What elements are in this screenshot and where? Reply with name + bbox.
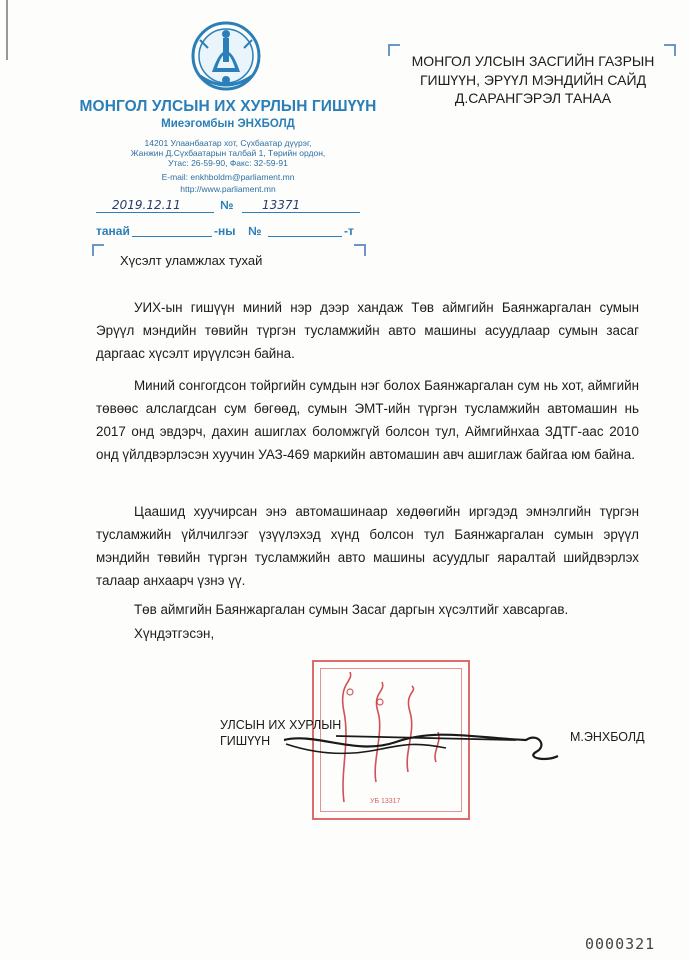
- letter-subject: Хүсэлт уламжлах тухай: [120, 253, 263, 268]
- letterhead-address-1: 14201 Улаанбаатар хот, Сүхбаатар дүүрэг,: [144, 138, 312, 148]
- your-number-sign: №: [248, 224, 262, 238]
- subject-corner-tr: [354, 244, 366, 256]
- stamp-number: УБ 13317: [370, 798, 401, 805]
- your-ref-label: танай: [96, 224, 130, 238]
- signature-label-2: ГИШҮҮН: [220, 734, 271, 748]
- page-number: 0000321: [585, 935, 656, 953]
- date-value: 2019.12.11: [112, 198, 181, 212]
- subject-corner-tl: [92, 244, 104, 256]
- your-ref-suffix-ny: -ны: [214, 224, 236, 238]
- letterhead-website: http://www.parliament.mn: [180, 184, 276, 194]
- letterhead-email: E-mail: enkhboldm@parliament.mn: [161, 172, 295, 182]
- recipient-line-2: ГИШҮҮН, ЭРҮҮЛ МЭНДИЙН САЙД: [419, 71, 647, 88]
- state-emblem-icon: [190, 18, 262, 92]
- signature-icon: [276, 712, 566, 782]
- recipient-line-1: МОНГОЛ УЛСЫН ЗАСГИЙН ГАЗРЫН: [411, 53, 655, 69]
- signature-label-1: УЛСЫН ИХ ХУРЛЫН: [220, 718, 342, 732]
- your-number-line: [268, 222, 342, 237]
- body-paragraph-4: Төв аймгийн Баянжаргалан сумын Засаг даргын хүсэлтийг хавсаргав.: [134, 602, 569, 617]
- number-value: 13371: [262, 198, 301, 212]
- number-sign: №: [220, 198, 234, 212]
- letterhead-member-name: Миеэгомбын ЭНХБОЛД: [161, 118, 295, 130]
- your-ref-suffix-t: -т: [344, 224, 354, 238]
- body-paragraph-3: Цаашид хуучирсан энэ автомашинаар хөдөөгийн иргэдэд эмнэлгийн түргэн тусламжийн үйлчилгээг үзүүлэхэд хүнд болсон тул Баянжаргалан сумын эрүүл мэндийн төвийн түргэн тусламжийн авто машины асуудлыг яаралтай шийдвэрлэх талаар анхаарч үзнэ үү.: [96, 504, 639, 588]
- closing-phrase: Хүндэтгэсэн,: [134, 626, 215, 641]
- body-paragraph-2: Миний сонгогдсон тойргийн сумдын нэг болох Баянжаргалан сум нь хот, аймгийн төвөөс алслагдсан сум бөгөөд, сумын ЭМТ-ийн түргэн тусламжийн автомашин нь 2017 онд эвдэрч, дахин ашиглах боломжгүй болсон тул, Аймгийнхаа ЗДТГ-аас 2010 онд үйлдвэрлэсэн хуучин УАЗ-469 маркийн автомашин авч ашиглаж байгаа юм байна.: [96, 378, 639, 462]
- letterhead-address-2: Жанжин Д.Сүхбаатарын талбай 1, Төрийн ордон,: [130, 148, 326, 158]
- number-line: [242, 198, 360, 213]
- letterhead-title: МОНГОЛ УЛСЫН ИХ ХУРЛЫН ГИШҮҮН: [79, 98, 377, 115]
- page-edge-mark: [6, 0, 8, 60]
- your-date-line: [132, 222, 212, 237]
- signer-name: М.ЭНХБОЛД: [570, 730, 645, 744]
- recipient-block: [398, 52, 668, 108]
- body-paragraph-1: УИХ-ын гишүүн миний нэр дээр хандаж Төв аймгийн Баянжаргалан сумын Эрүүл мэндийн төвийн түргэн тусламжийн авто машины асуудлаар сумын засаг даргаас хүсэлт ирүүлсэн байна.: [96, 300, 639, 361]
- letterhead-phone: Утас: 26-59-90, Факс: 32-59-91: [168, 158, 288, 168]
- recipient-line-3: Д.САРАНГЭРЭЛ ТАНАА: [454, 90, 612, 106]
